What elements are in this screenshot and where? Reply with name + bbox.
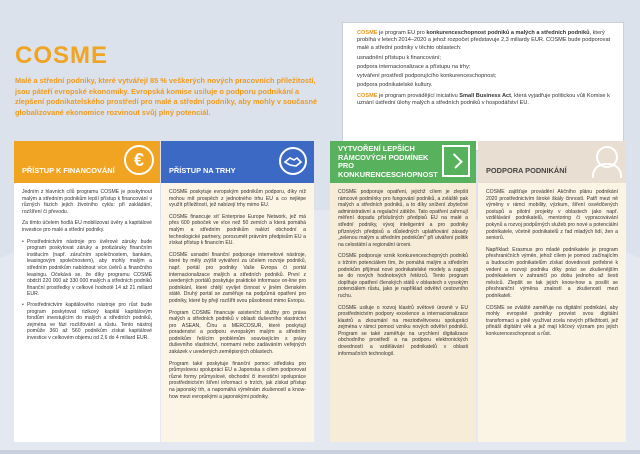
intro-text: Malé a střední podniky, které vytvářejí 85 % veškerých nových pracovních příležitostí, jsou páteří evropské ekonomiky. Evropská komise usiluje o podporu podnikání a zlepšení podnikatelského prostředí pro malé a střední podniky, aby mohly v současné globalizované ekonomice rozvinout svůj plný potenciál. [15,76,318,117]
text-part: , která vyjadřuje politickou vůli Komise k uznání ústřední úlohy malých a středních podniků v hospodářství EU. [357,93,610,107]
handshake-icon [278,146,308,176]
keyword: COSME [357,93,378,100]
list-item: vytváření prostředí podporujícího konkurenceschopnost; [357,72,497,79]
column-framework-conditions [330,141,476,442]
paragraph: Program také poskytuje finanční pomoc středisku pro průmyslovou spolupráci EU a Japonska s cílem podporovat různé formy průmyslové, obchodní či investiční spolupráce prostřednictvím šíření informací o trzích, jak získat přístup na japonský trh, a napomáhá výměnám zkušeností a know-how mezi evropskými a japonskými podniky. [169,360,306,400]
info-paragraph-1 [357,30,613,52]
text-bold: Small Business Act [459,93,512,100]
footer-bar [0,450,640,454]
list-item: • Prostřednictvím nástroje pro úvěrové záruky bude program poskytovat záruky a protizáruky finančním institucím (např. záručním společnostem, bankám, leasingovým společnostem), aby mohly malým a středním podnikům nabídnout více úvěrů a finančního leasingu. Očekává se, že díky programu COSME obdrží 220 000 až 330 000 malých a středních podniků finanční prostředky v celkové hodnotě 14 až 21 miliard EUR. [22,239,152,298]
info-box [342,22,624,151]
column-body [330,183,476,442]
paragraph: COSME podporuje vznik konkurenceschopných podniků s tržním potenciálem tím, že pomáhá malým a středním podnikům přijímat nové podnikatelské modely a zapojit se do nových hodnotových řetězců. Tento program doplňuje opatření členských států v oblastech s vysokým potenciálem růstu, jako je například odvětví cestovního ruchu. [338,253,468,299]
bullet-list [22,239,152,342]
column-title: VYTVOŘENÍ LEPŠÍCH RÁMCOVÝCH PODMÍNEK PRO KONKURENCESCHOPNOST [338,144,438,179]
column-body [161,183,314,411]
column-title: PODPORA PODNIKÁNÍ [486,165,567,175]
checkbox-icon [442,145,470,177]
paragraph: COSME usnadní finanční podporuje internetové nástroje, které by měly zvýšit vytváření za účelem rozvoje podniků, např. portál pro podniky Vaše Evropa či portál internacionalizace malých a středních podniků. První z uvedených portálů poskytuje praktické informace on-line pro podnikání, které chtějí vyvíjet činnost v jiném členském státě. Druhý portál se zaměřuje na podpůrná opatření pro podniky, které by přejí rozšířit svou působnost mimo Evropu. [169,251,306,304]
column-header [330,141,476,183]
column-entrepreneurship [478,141,626,442]
column-title: PŘÍSTUP K FINANCOVÁNÍ [22,165,115,175]
text-part: , který probíhá v letech 2014–2020 a jehož rozpočet představuje 2,3 miliardy EUR. COSME bude podporovat malé a střední podniky v těchto oblastech: [357,30,611,51]
column-header [161,141,314,183]
list-item: podpora internacionalizace a přístupu na trhy; [357,64,471,71]
paragraph: Za tímto účelem hodlá EU mobilizovat úvěry a kapitálové investice pro malé a střední podniky. [22,220,152,233]
info-paragraph-2 [357,93,613,108]
column-header [14,141,160,183]
paragraph: Například: Erasmus pro mladé podnikatele je program přeshraničních výměn, jehož cílem je pomoci začínajícím a budoucím podnikatelům získat dovednosti potřebné k vedení a rozvoji podniku díky práci se zkušenějším podnikatelem v zahraničí po dobu jednoho až šesti měsíců. Zlepšit se tak jejich know-how a posílit se přeshraniční výměna znalostí a zkušeností mezi podnikateli. [486,246,618,299]
list-item: • Prostřednictvím kapitálového nástroje pro růst bude program poskytovat rizikový kapitál kapitálovým fondům investujícím do malých a středních podniků, zejména ve fázi rozšiřování a růstu. Tento nástroj pomůže 360 až 560 podnikům získat kapitálové investice v celkovém objemu od 2,6 do 4 miliard EUR. [22,302,152,342]
paragraph: COSME usiluje o rozvoj klastrů světové úrovně v EU prostřednictvím podpory excelence a internacionalizace klastrů a zkoumání na meziodvětvovou spolupráci zejména v rámci pomoci vzniku nových odvětví podniků. Program se také zaměřuje na urychlení digitalizace obchodního prostředí a na podporu elektronických dovedností a vzdělávání podnikatelů v oblasti informačních technologií. [338,304,468,357]
column-body [14,183,160,352]
column-access-to-finance [14,141,160,442]
paragraph: COSME financuje síť Enterprise Europe Network, jež má přes 600 poboček ve více než 50 zemích a která pomáhá malým a středním podnikům nalézt obchodní a technologické partnery, porozumět právním předpisům EU a získat přístup k financím EU. [169,213,306,247]
paragraph: COSME zajišťuje provádění Akčního plánu podnikání 2020 prostřednictvím široké škály činností. Patří mezi ně výměny v rámci mobility, výzkum, šíření osvědčených postupů a pilotní projekty v oblastech jako např. vzdělávání podnikatelů, mentoring či vypracovávání pokynů a rozvoj podpůrných služeb pro nové a potenciální podnikatele, včetně podnikatelů z řad mladých lidí, žen a seniorů. [486,189,618,242]
paragraph: Jedním z hlavních cílů programu COSME je poskytnout malým a středním podnikům lepší přístup k financování v různých fázích jejich životního cyklu: při zakládání, rozšíření či převodu. [22,189,152,215]
text-part: je program EU pro [377,30,427,36]
keyword: COSME [357,30,378,36]
euro-icon: € [124,145,154,175]
head-gear-icon [590,144,620,178]
paragraph: COSME poskytuje evropským podnikům podporu, díky níž mohou mít prospěch z jednotného trhu EU a co nejlépe využít příležitostí, jež nabízejí trhy mimo EU. [169,189,306,209]
text-part: je program provádějící iniciativu [377,93,460,100]
column-header [478,141,626,183]
column-access-to-markets [161,141,314,442]
column-title: PŘÍSTUP NA TRHY [169,165,236,175]
column-body [478,183,626,348]
paragraph: COSME podporuje opatření, jejichž cílem je zlepšit rámcové podmínky pro fungování podniků, a zvláště pak malých a středních podniků, a to díky snížení zbytečné administrativní a regulační zátěže. Tato opatření zahrnují měření dopadu příslušných předpisů EU na malé a střední podniky, vývoj inteligentní a pro podniky příznivých předpisů a důsledných uplatňování zásady „zelenou malým a středním podnikům" při utváření politik na celostátní a regionální úrovni. [338,189,468,248]
list-item: usnadnění přístupu k financování; [357,55,441,62]
paragraph: Program COSME financuje asistenční služby pro práva malých a středních podniků v oblasti duševního vlastnictví pro ASEAN, Čínu a MERCOSUR, které poskytují poradenství a podporu evropským malým a středním podnikům řešícím problémům souvisejícím s právy duševního vlastnictví, normami nebo zadáváním veřejných zakázek v uvedených zeměpisných oblastech. [169,309,306,356]
info-list [357,55,613,89]
list-item: podpora podnikatelské kultury. [357,81,433,88]
paragraph: COSME se zvláště zaměřuje na digitální podnikání, aby mohly evropské podniky provést svou digitální transformaci a plně využívat zcela nových příležitostí, jež přináší digitální věk a jež mají klíčový význam pro jejich konkurenceschopnost a růst. [486,304,618,337]
page-title: COSME [15,42,109,69]
text-bold: konkurenceschopnost podniků a malých a středních podniků [426,30,590,36]
